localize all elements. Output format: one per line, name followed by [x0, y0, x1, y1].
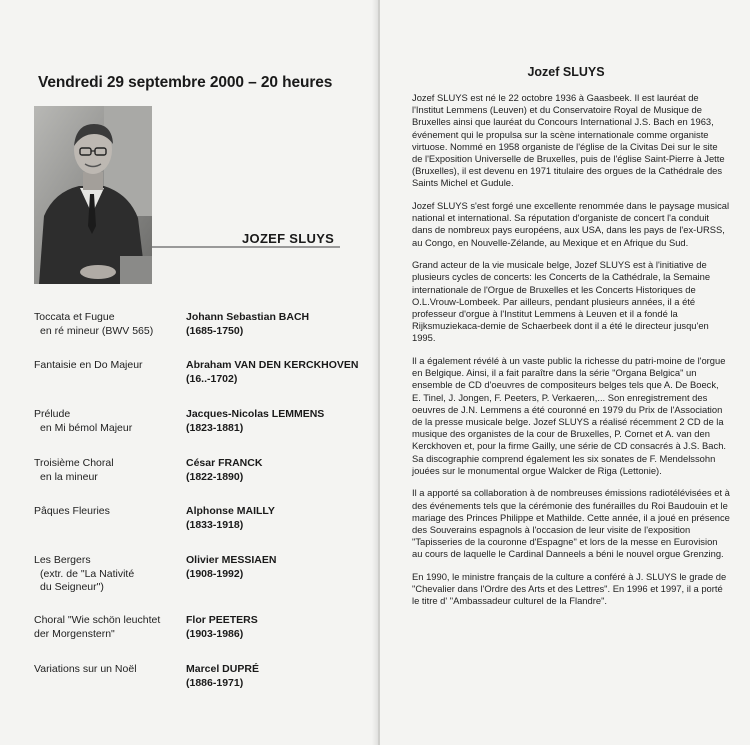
bio-paragraph: Jozef SLUYS est né le 22 octobre 1936 à Gaasbeek. Il est lauréat de l'Institut Lemmens (Leuven) et du Conservatoire Royal de Musique de Bruxelles ainsi que lauréat du Concours International J.S. Bach en 1963, événement qui le propulsa sur la scène internationale comme organiste virtuose. Nommé en 1958 organiste de l'église de la Civitas Dei sur le site de l'Exposition Universelle de Bruxelles, puis de l'église Saint-Pierre à Jette (Bruxelles), il est devenu en 1971 titulaire des orgues de la Cathédrale des Saints Michel et Gudule.: [412, 92, 725, 189]
composer: César FRANCK (1822-1890): [186, 457, 263, 483]
biography-text: [412, 92, 730, 618]
work-title: Prélude en Mi bémol Majeur: [34, 408, 133, 434]
composer: Flor PEETERS (1903-1986): [186, 614, 258, 640]
right-page: [382, 0, 750, 745]
performer-name: JOZEF SLUYS: [242, 231, 335, 246]
work-title: Les Bergers (extr. de "La Nativité du Seigneur"): [34, 554, 135, 593]
work-title: Choral "Wie schön leuchtet der Morgenstern": [34, 614, 161, 640]
left-page: [0, 0, 372, 745]
bio-paragraph: Jozef SLUYS s'est forgé une excellente renommée dans le paysage musical national et international. Sa réputation d'organiste de concert l'a conduit dans de nombreux pays européens, aux USA, dans les pays de l'ex-URSS, au Congo, en Nouvelle-Zélande, au Mexique et en Afrique du Sud.: [412, 200, 730, 248]
composer: Marcel DUPRÉ (1886-1971): [186, 663, 259, 689]
bio-paragraph: Il a également révélé à un vaste public la richesse du patri-moine de l'orgue en Belgique. Ainsi, il a fait paraître dans la série "Organa Belgica" un ensemble de CD d'oeuvres de compositeurs belges tels que A. De Boeck, E. Tinel, J. Jongen, F. Peeters, P. Verkaeren,... Son enregistrement des oeuvres de J.N. Lemmens a été couronné en 1979 du Prix de l'Association de la presse musicale belge. Jozef SLUYS a réalisé récemment 2 CD de la musique des organistes de la cour de Bruxelles, P. Cornet et A. van den Kerckhoven et, pour la firme Gailly, une série de CD consacrés à J.S. Bach. Sa discographie comprend également les six sonates de F. Mendelssohn jouées sur le monumental orgue Walcker de Riga (Lettonie).: [412, 355, 727, 476]
concert-date: Vendredi 29 septembre 2000 – 20 heures: [38, 74, 333, 91]
biography-title: Jozef SLUYS: [527, 65, 605, 79]
composer: Jacques-Nicolas LEMMENS (1823-1881): [186, 408, 325, 434]
composer: Alphonse MAILLY (1833-1918): [186, 505, 275, 531]
composer: Abraham VAN DEN KERCKHOVEN (16..-1702): [186, 359, 359, 385]
work-title: Fantaisie en Do Majeur: [34, 359, 143, 371]
bio-paragraph: Grand acteur de la vie musicale belge, Jozef SLUYS est à l'initiative de plusieurs cycles de concerts: les Concerts de la Cathédrale, la Semaine internationale de l'Orgue de Bruxelles et les Concerts Historiques de O.L.Vrouw-Lombeek. Par ailleurs, pendant plusieurs années, il a été professeur d'orgue à l'Institut Lemmens à Leuven et il a fondé la Rijksmuziekaca-demie de Schaerbeek dont il a été le directeur jusqu'en 1995.: [412, 259, 711, 344]
bio-paragraph: Il a apporté sa collaboration à de nombreuses émissions radiotélévisées et à des événements tels que la cérémonie des funérailles du Roi Baudouin et le mariage des Princes Philippe et Mathilde. Cette année, il a joué en présence des Souverains espagnols à l'occasion de leur visite de l'exposition "Tapisseries de la couronne d'Espagne" et lors de la messe en Eurovision au cours de laquelle le Cardinal Danneels a béni le nouvel orgue Grenzing.: [412, 487, 730, 560]
portrait-image: [34, 106, 152, 284]
work-title: Troisième Choral en la mineur: [34, 457, 114, 483]
bio-paragraph: En 1990, le ministre français de la culture a conféré à J. SLUYS le grade de "Chevalier dans l'Ordre des Arts et des Lettres". En 1996 et 1997, il a porté le titre d' "Ambassadeur culturel de la Flandre".: [412, 571, 727, 607]
work-title: Toccata et Fugue en ré mineur (BWV 565): [34, 311, 154, 337]
composer: Olivier MESSIAEN (1908-1992): [186, 554, 277, 580]
composer: Johann Sebastian BACH (1685-1750): [186, 311, 310, 337]
work-title: Pâques Fleuries: [34, 505, 110, 517]
page-fold: [378, 0, 380, 745]
performer-photo: [34, 106, 152, 284]
divider-rule: [152, 246, 340, 248]
work-title: Variations sur un Noël: [34, 663, 137, 675]
